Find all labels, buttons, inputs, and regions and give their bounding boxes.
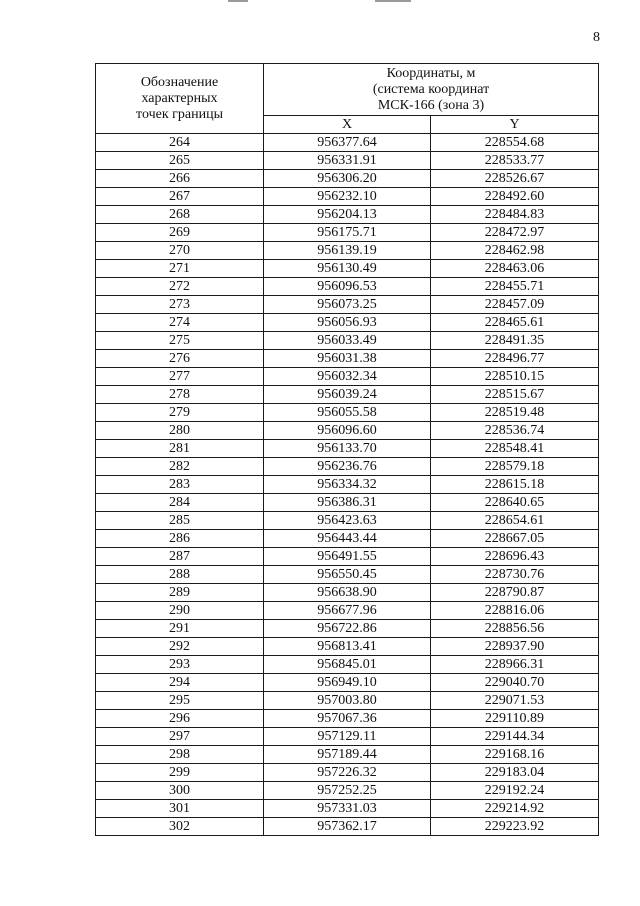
x-column-header: X [264, 116, 431, 134]
x-cell: 956130.49 [264, 260, 431, 278]
table-row [96, 746, 599, 764]
point-cell: 279 [96, 404, 264, 422]
y-cell: 228465.61 [431, 314, 599, 332]
x-cell: 957129.11 [264, 728, 431, 746]
y-cell: 229223.92 [431, 818, 599, 836]
point-cell: 287 [96, 548, 264, 566]
y-cell: 228790.87 [431, 584, 599, 602]
y-cell: 228548.41 [431, 440, 599, 458]
y-cell: 228856.56 [431, 620, 599, 638]
x-cell: 956845.01 [264, 656, 431, 674]
coordinates-table [95, 63, 599, 836]
x-cell: 956232.10 [264, 188, 431, 206]
y-cell: 228457.09 [431, 296, 599, 314]
table-row [96, 332, 599, 350]
point-cell: 277 [96, 368, 264, 386]
table-row [96, 566, 599, 584]
table-row [96, 350, 599, 368]
point-cell: 271 [96, 260, 264, 278]
y-cell: 228472.97 [431, 224, 599, 242]
table-row [96, 314, 599, 332]
x-cell: 956550.45 [264, 566, 431, 584]
y-cell: 228966.31 [431, 656, 599, 674]
point-cell: 281 [96, 440, 264, 458]
y-cell: 228463.06 [431, 260, 599, 278]
table-row [96, 224, 599, 242]
y-cell: 228579.18 [431, 458, 599, 476]
y-cell: 228462.98 [431, 242, 599, 260]
x-cell: 956175.71 [264, 224, 431, 242]
y-cell: 228696.43 [431, 548, 599, 566]
x-cell: 957252.25 [264, 782, 431, 800]
table-row [96, 458, 599, 476]
point-cell: 268 [96, 206, 264, 224]
y-cell: 228667.05 [431, 530, 599, 548]
x-cell: 957067.36 [264, 710, 431, 728]
x-cell: 956306.20 [264, 170, 431, 188]
table-row [96, 476, 599, 494]
y-cell: 228533.77 [431, 152, 599, 170]
y-cell: 229168.16 [431, 746, 599, 764]
x-cell: 956096.60 [264, 422, 431, 440]
point-cell: 286 [96, 530, 264, 548]
x-cell: 957003.80 [264, 692, 431, 710]
y-cell: 228510.15 [431, 368, 599, 386]
point-cell: 290 [96, 602, 264, 620]
table-row [96, 278, 599, 296]
x-cell: 956443.44 [264, 530, 431, 548]
table-row [96, 296, 599, 314]
y-cell: 228496.77 [431, 350, 599, 368]
x-cell: 957189.44 [264, 746, 431, 764]
x-cell: 957226.32 [264, 764, 431, 782]
y-cell: 228492.60 [431, 188, 599, 206]
point-cell: 269 [96, 224, 264, 242]
y-cell: 229071.53 [431, 692, 599, 710]
point-cell: 278 [96, 386, 264, 404]
x-cell: 956386.31 [264, 494, 431, 512]
point-cell: 272 [96, 278, 264, 296]
y-cell: 228484.83 [431, 206, 599, 224]
scan-edge-mark [228, 0, 248, 2]
table-row [96, 512, 599, 530]
y-cell: 229110.89 [431, 710, 599, 728]
table-row [96, 368, 599, 386]
table-row [96, 620, 599, 638]
point-cell: 284 [96, 494, 264, 512]
point-cell: 293 [96, 656, 264, 674]
point-cell: 270 [96, 242, 264, 260]
x-cell: 956677.96 [264, 602, 431, 620]
point-cell: 275 [96, 332, 264, 350]
point-cell: 300 [96, 782, 264, 800]
x-cell: 956204.13 [264, 206, 431, 224]
x-cell: 957331.03 [264, 800, 431, 818]
y-cell: 228515.67 [431, 386, 599, 404]
table-row [96, 800, 599, 818]
point-cell: 302 [96, 818, 264, 836]
table-row [96, 422, 599, 440]
points-column-header [96, 64, 264, 134]
y-cell: 228615.18 [431, 476, 599, 494]
table-row [96, 152, 599, 170]
y-cell: 229144.34 [431, 728, 599, 746]
x-cell: 956033.49 [264, 332, 431, 350]
table-row [96, 674, 599, 692]
y-cell: 228536.74 [431, 422, 599, 440]
table-row [96, 764, 599, 782]
table-row [96, 692, 599, 710]
point-cell: 285 [96, 512, 264, 530]
y-cell: 229192.24 [431, 782, 599, 800]
point-cell: 265 [96, 152, 264, 170]
point-cell: 276 [96, 350, 264, 368]
table-row [96, 638, 599, 656]
point-cell: 298 [96, 746, 264, 764]
table-row [96, 584, 599, 602]
page-number: 8 [593, 30, 600, 45]
x-cell: 956423.63 [264, 512, 431, 530]
point-cell: 295 [96, 692, 264, 710]
table-row [96, 548, 599, 566]
x-cell: 956722.86 [264, 620, 431, 638]
table-row [96, 206, 599, 224]
point-cell: 267 [96, 188, 264, 206]
x-cell: 956377.64 [264, 134, 431, 152]
x-cell: 956334.32 [264, 476, 431, 494]
x-cell: 956055.58 [264, 404, 431, 422]
point-cell: 289 [96, 584, 264, 602]
x-cell: 956491.55 [264, 548, 431, 566]
point-cell: 292 [96, 638, 264, 656]
y-column-header: Y [431, 116, 599, 134]
y-cell: 228654.61 [431, 512, 599, 530]
x-cell: 956031.38 [264, 350, 431, 368]
point-cell: 264 [96, 134, 264, 152]
point-cell: 283 [96, 476, 264, 494]
y-cell: 228491.35 [431, 332, 599, 350]
table-row [96, 782, 599, 800]
table-row [96, 404, 599, 422]
y-cell: 228640.65 [431, 494, 599, 512]
table-row [96, 440, 599, 458]
table-row [96, 386, 599, 404]
point-cell: 282 [96, 458, 264, 476]
points-header-line: характерных [141, 90, 218, 106]
coords-header-line: МСК-166 (зона 3) [377, 98, 485, 113]
table-row [96, 134, 599, 152]
x-cell: 956331.91 [264, 152, 431, 170]
table-row [96, 602, 599, 620]
table-row [96, 494, 599, 512]
point-cell: 296 [96, 710, 264, 728]
points-header-line: Обозначение [140, 74, 219, 90]
point-cell: 273 [96, 296, 264, 314]
y-cell: 228526.67 [431, 170, 599, 188]
point-cell: 288 [96, 566, 264, 584]
x-cell: 956139.19 [264, 242, 431, 260]
x-cell: 956813.41 [264, 638, 431, 656]
x-cell: 956096.53 [264, 278, 431, 296]
coordinates-table-body [96, 134, 599, 836]
y-cell: 229040.70 [431, 674, 599, 692]
table-row [96, 530, 599, 548]
table-row [96, 818, 599, 836]
table-row [96, 728, 599, 746]
y-cell: 228554.68 [431, 134, 599, 152]
table-row [96, 656, 599, 674]
coords-header-line: (система координат [372, 82, 490, 97]
table-row [96, 710, 599, 728]
x-cell: 956073.25 [264, 296, 431, 314]
x-cell: 956032.34 [264, 368, 431, 386]
table-row [96, 260, 599, 278]
point-cell: 294 [96, 674, 264, 692]
point-cell: 266 [96, 170, 264, 188]
x-cell: 957362.17 [264, 818, 431, 836]
y-cell: 229214.92 [431, 800, 599, 818]
y-cell: 228519.48 [431, 404, 599, 422]
coords-header-line: Координаты, м [386, 66, 476, 81]
points-header-line: точек границы [136, 106, 223, 122]
point-cell: 301 [96, 800, 264, 818]
coordinates-group-header [264, 64, 599, 116]
y-cell: 228730.76 [431, 566, 599, 584]
y-cell: 228455.71 [431, 278, 599, 296]
y-cell: 228816.06 [431, 602, 599, 620]
table-row [96, 170, 599, 188]
x-cell: 956056.93 [264, 314, 431, 332]
x-cell: 956638.90 [264, 584, 431, 602]
y-cell: 228937.90 [431, 638, 599, 656]
point-cell: 299 [96, 764, 264, 782]
x-cell: 956236.76 [264, 458, 431, 476]
x-cell: 956949.10 [264, 674, 431, 692]
point-cell: 291 [96, 620, 264, 638]
point-cell: 297 [96, 728, 264, 746]
x-cell: 956039.24 [264, 386, 431, 404]
scan-edge-mark [375, 0, 411, 2]
y-cell: 229183.04 [431, 764, 599, 782]
x-cell: 956133.70 [264, 440, 431, 458]
point-cell: 280 [96, 422, 264, 440]
point-cell: 274 [96, 314, 264, 332]
table-row [96, 242, 599, 260]
table-row [96, 188, 599, 206]
